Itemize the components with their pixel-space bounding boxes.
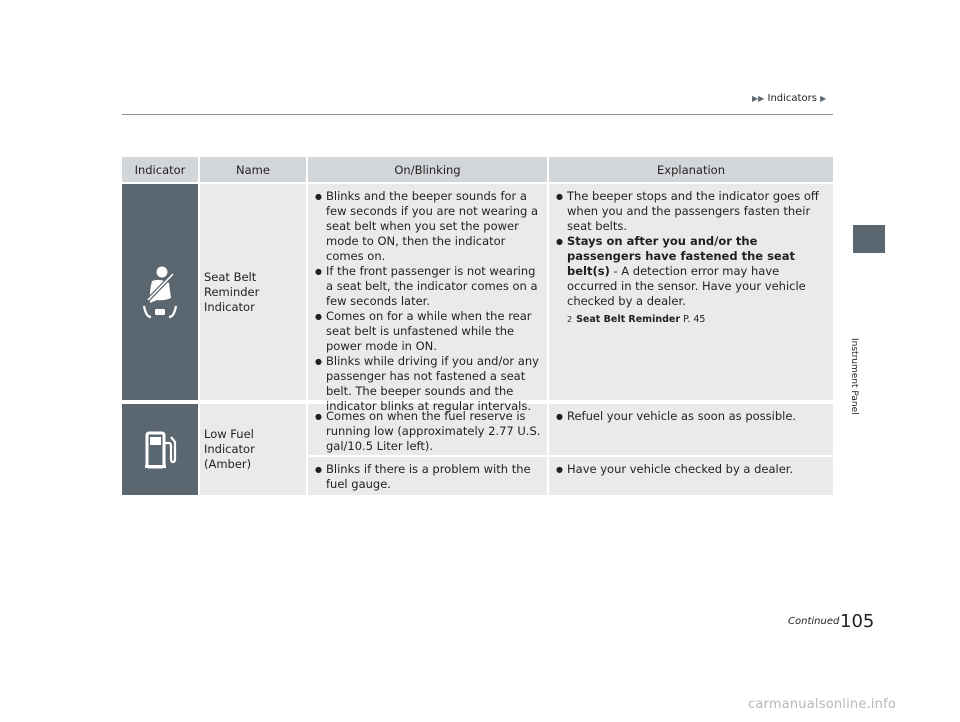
list-item: ● Refuel your vehicle as soon as possible. [555,409,827,424]
list-item: ● If the front passenger is not wearing a seat belt, the indicator comes on a few seconds later. [314,264,541,309]
header-rule [122,114,833,115]
breadcrumb-label[interactable]: Indicators [767,93,817,104]
list-item: ● Blinks while driving if you and/or any passenger has not fastened a seat belt. The beeper sounds and the indicator blinks at regular intervals. [314,354,541,414]
explanation-cell [547,184,833,400]
indicator-details [306,184,833,413]
explanation-cell [547,404,833,455]
explanation-text: - A detection error may have occurred in the sensor. Have your vehicle checked by a dealer. [567,264,806,308]
on-blinking-cell [306,404,547,455]
list-item: ● Comes on for a while when the rear seat belt is unfastened while the power mode in ON. [314,309,541,354]
list-item: ● Comes on when the fuel reserve is running low (approximately 2.77 U.S. gal/10.5 Liter left). [314,409,541,454]
page-number: 105 [840,611,875,632]
detail-pair [306,184,833,413]
table-row [122,184,833,413]
indicator-cell [122,404,198,495]
list-item: ● The beeper stops and the indicator goes off when you and the passengers fasten their seat belts. [555,189,827,234]
breadcrumb-arrow-icon: ▶▶ [752,94,765,103]
seat-belt-icon [138,265,182,319]
reference-title[interactable]: Seat Belt Reminder [576,314,681,325]
watermark: carmanualsonline.info [748,697,897,712]
indicator-table [122,157,833,495]
on-blinking-cell [306,184,547,413]
column-header-explanation: Explanation [547,157,833,182]
column-header-name: Name [198,157,306,182]
indicator-name: Seat Belt Reminder Indicator [198,184,306,400]
list-item [555,234,827,309]
table-header [122,157,833,182]
indicator-details [306,404,833,495]
indicator-name: Low Fuel Indicator (Amber) [198,404,306,495]
list-item: ● Blinks and the beeper sounds for a few seconds if you are not wearing a seat belt when you set the power mode to ON, then the indicator comes on. [314,189,541,264]
fuel-pump-icon [143,430,177,470]
column-header-on-blinking: On/Blinking [306,157,547,182]
detail-pair [306,457,833,495]
bold-phrase: Stays on after you and/or the passengers have fastened the seat belt(s) [567,234,795,278]
on-blinking-cell [306,457,547,495]
breadcrumb [752,93,826,104]
section-label [849,268,875,415]
reference-arrow-icon: 2 [567,315,573,324]
table-row [122,404,833,495]
section-tab [853,225,885,253]
reference-page: P. 45 [680,314,706,325]
cross-reference[interactable] [555,312,827,327]
indicator-cell [122,184,198,400]
section-label-text: Instrument Panel [849,338,859,415]
detail-pair [306,404,833,455]
continued-label: Continued [788,616,840,627]
list-item: ● Blinks if there is a problem with the fuel gauge. [314,462,541,492]
breadcrumb-arrow-icon: ▶ [820,94,827,103]
explanation-cell [547,457,833,495]
column-header-indicator: Indicator [134,162,186,177]
list-item: ● Have your vehicle checked by a dealer. [555,462,827,477]
